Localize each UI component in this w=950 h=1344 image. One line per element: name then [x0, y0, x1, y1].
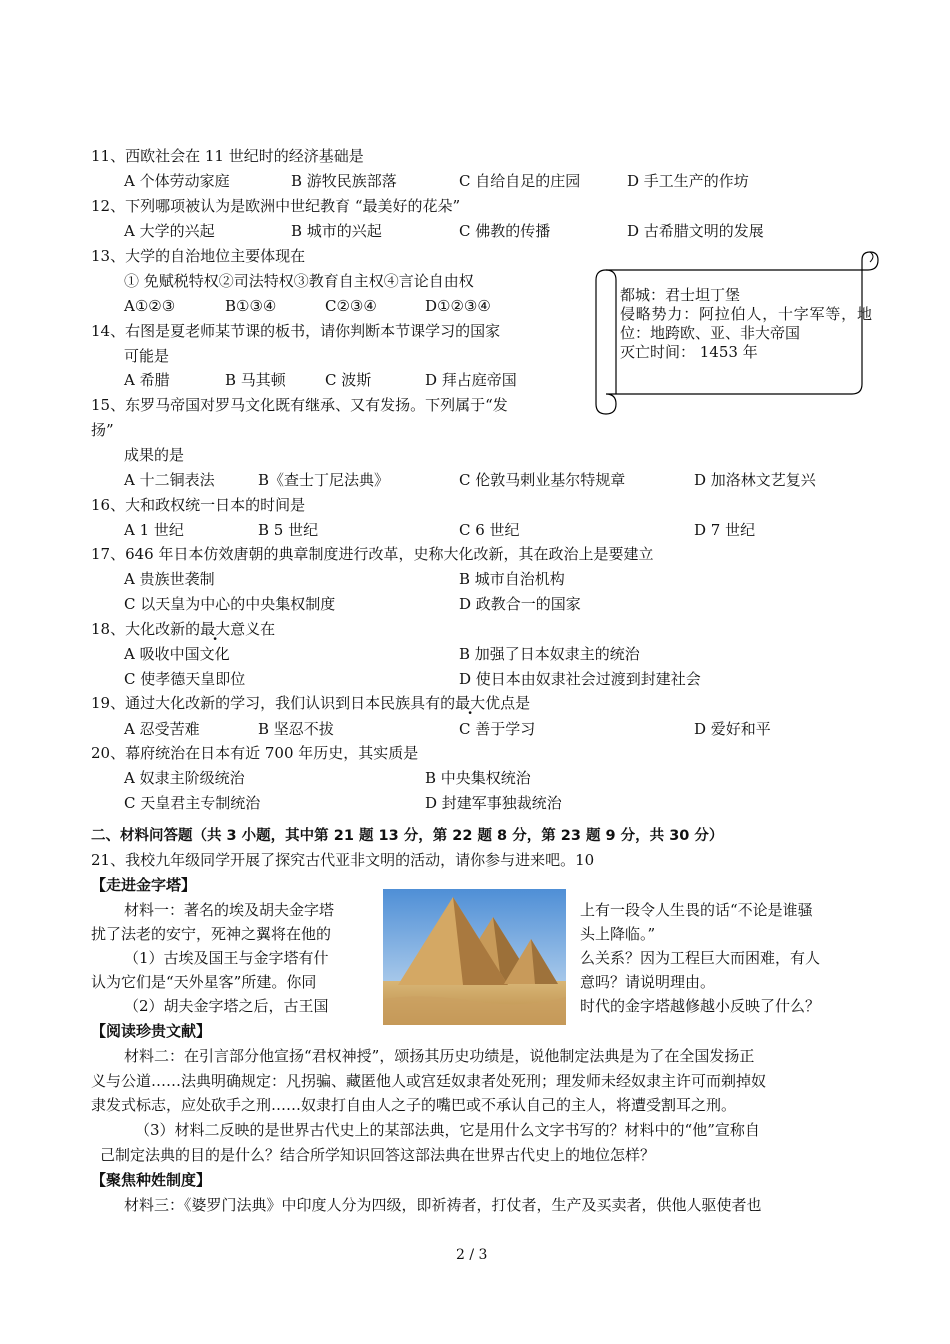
- material2-line3: 隶发式标志，应处砍手之刑……奴隶打自由人之子的嘴巴或不承认自己的主人，将遭受割耳之刑。: [91, 1096, 737, 1114]
- q20-option-a[interactable]: A 奴隶主阶级统治: [124, 769, 245, 787]
- q19-stem-emphasis: 最大: [455, 694, 486, 712]
- pyramid-photo: [383, 889, 566, 1025]
- q11-option-a[interactable]: A 个体劳动家庭: [124, 172, 230, 190]
- q21-1-right2: 意吗？请说明理由。: [580, 973, 716, 991]
- q21-intro: 21、我校九年级同学开展了探究古代亚非文明的活动，请你参与进来吧。10: [91, 851, 595, 869]
- q11-option-d[interactable]: D 手工生产的作坊: [627, 172, 749, 190]
- q19-stem: [91, 693, 530, 713]
- material2-line1: 材料二：在引言部分他宣扬“君权神授”，颂扬其历史功绩是，说他制定法典是为了在全国发扬正: [124, 1047, 755, 1065]
- q12-option-c[interactable]: C 佛教的传播: [459, 222, 551, 240]
- q14-stem-cont: 可能是: [124, 347, 170, 365]
- q13-option-d[interactable]: D①②③④: [425, 297, 491, 315]
- caste-section-heading: 【聚焦种姓制度】: [91, 1171, 212, 1189]
- q17-option-d[interactable]: D 政教合一的国家: [459, 595, 581, 613]
- scroll-capital: 都城：君士坦丁堡: [620, 286, 741, 304]
- q16-option-d[interactable]: D 7 世纪: [694, 521, 756, 539]
- section2-heading: 二、材料问答题（共 3 小题，其中第 21 题 13 分，第 22 题 8 分，第 23 题 9 分，共 30 分）: [91, 828, 724, 844]
- q14-option-a[interactable]: A 希腊: [124, 371, 170, 389]
- q11-option-b[interactable]: B 游牧民族部落: [291, 172, 397, 190]
- q12-option-d[interactable]: D 古希腊文明的发展: [627, 222, 764, 240]
- q18-option-d[interactable]: D 使日本由奴隶社会过渡到封建社会: [459, 670, 701, 688]
- q12-option-b[interactable]: B 城市的兴起: [291, 222, 382, 240]
- q21-3-line2: 己制定法典的目的是什么？结合所学知识回答这部法典在世界古代史上的地位怎样？: [100, 1146, 656, 1164]
- q19-option-b[interactable]: B 坚忍不拔: [258, 720, 334, 738]
- q17-option-b[interactable]: B 城市自治机构: [459, 570, 565, 588]
- page-number: 2 / 3: [456, 1247, 488, 1263]
- q12-option-a[interactable]: A 大学的兴起: [124, 222, 215, 240]
- q20-option-d[interactable]: D 封建军事独裁统治: [425, 794, 562, 812]
- q18-stem-pre: 18、大化改新的: [91, 620, 201, 638]
- scroll-fall: 灭亡时间： 1453 年: [620, 343, 758, 361]
- material1-line1-left: 材料一：著名的埃及胡夫金字塔: [124, 901, 335, 919]
- q18-stem-post: 意义在: [230, 620, 276, 638]
- q19-option-d[interactable]: D 爱好和平: [694, 720, 771, 738]
- q19-stem-pre: 19、通过大化改新的学习，我们认识到日本民族具有的: [91, 694, 456, 712]
- material1-line2-left: 扰了法老的安宁，死神之翼将在他的: [91, 925, 332, 943]
- q21-1-left: （1）古埃及国王与金字塔有什: [124, 949, 329, 967]
- material3-line1: 材料三：《婆罗门法典》中印度人分为四级，即祈祷者，打仗者，生产及买卖者，供他人驱使者也: [124, 1196, 762, 1214]
- q14-option-d[interactable]: D 拜占庭帝国: [425, 371, 517, 389]
- material2-line2: 义与公道……法典明确规定：凡拐骗、藏匿他人或宫廷奴隶者处死刑；理发师未经奴隶主许可而剃掉奴: [91, 1072, 767, 1090]
- q13-items: ① 免赋税特权②司法特权③教育自主权④言论自由权: [124, 272, 474, 290]
- q15-option-b[interactable]: B《查士丁尼法典》: [258, 471, 390, 489]
- q18-option-b[interactable]: B 加强了日本奴隶主的统治: [459, 645, 640, 663]
- q20-stem: 20、幕府统治在日本有近 700 年历史，其实质是: [91, 744, 419, 762]
- q18-option-c[interactable]: C 使孝德天皇即位: [124, 670, 246, 688]
- q12-stem: 12、下列哪项被认为是欧洲中世纪教育 “最美好的花朵”: [91, 197, 461, 215]
- q21-1-right: 么关系？因为工程巨大而困难，有人: [580, 949, 821, 967]
- q16-option-a[interactable]: A 1 世纪: [124, 521, 184, 539]
- q14-option-b[interactable]: B 马其顿: [225, 371, 286, 389]
- q13-option-b[interactable]: B①③④: [225, 297, 277, 315]
- q21-2-right: 时代的金字塔越修越小反映了什么？: [580, 997, 821, 1015]
- q16-option-b[interactable]: B 5 世纪: [258, 521, 319, 539]
- q16-stem: 16、大和政权统一日本的时间是: [91, 496, 306, 514]
- scroll-text: [620, 286, 872, 362]
- q20-option-b[interactable]: B 中央集权统治: [425, 769, 531, 787]
- q15-option-c[interactable]: C 伦敦马剌业基尔特规章: [459, 471, 626, 489]
- material1-line2-right: 头上降临。”: [580, 925, 656, 943]
- q13-option-c[interactable]: C②③④: [325, 297, 377, 315]
- q13-stem: 13、大学的自治地位主要体现在: [91, 247, 306, 265]
- q11-stem: 11、西欧社会在 11 世纪时的经济基础是: [91, 147, 364, 165]
- q18-stem: [91, 619, 275, 639]
- pyramid-section-heading: 【走进金字塔】: [91, 876, 197, 894]
- scroll-invaders: 侵略势力：阿拉伯人，十字军等，地位：地跨欧、亚、非大帝国: [620, 305, 872, 342]
- q18-stem-emphasis: 最大: [200, 620, 231, 638]
- q17-option-a[interactable]: A 贵族世袭制: [124, 570, 215, 588]
- document-section-heading: 【阅读珍贵文献】: [91, 1022, 212, 1040]
- q15-stem-cont: 扬”: [91, 421, 114, 439]
- q19-option-a[interactable]: A 忍受苦难: [124, 720, 200, 738]
- q15-option-d[interactable]: D 加洛林文艺复兴: [694, 471, 816, 489]
- q13-option-a[interactable]: A①②③: [124, 297, 176, 315]
- q20-option-c[interactable]: C 天皇君主专制统治: [124, 794, 261, 812]
- q17-option-c[interactable]: C 以天皇为中心的中央集权制度: [124, 595, 336, 613]
- q18-option-a[interactable]: A 吸收中国文化: [124, 645, 230, 663]
- q16-option-c[interactable]: C 6 世纪: [459, 521, 520, 539]
- q15-option-a[interactable]: A 十二铜表法: [124, 471, 215, 489]
- q15-stem: 15、东罗马帝国对罗马文化既有继承、又有发扬。下列属于“发: [91, 396, 508, 414]
- q11-option-c[interactable]: C 自给自足的庄园: [459, 172, 581, 190]
- q19-stem-post: 优点是: [485, 694, 531, 712]
- q14-stem: 14、右图是夏老师某节课的板书，请你判断本节课学习的国家: [91, 322, 501, 340]
- q15-stem-cont2: 成果的是: [124, 446, 185, 464]
- q19-option-c[interactable]: C 善于学习: [459, 720, 536, 738]
- q17-stem: 17、646 年日本仿效唐朝的典章制度进行改革，史称大化改新，其在政治上是要建立: [91, 545, 654, 563]
- q14-option-c[interactable]: C 波斯: [325, 371, 372, 389]
- q21-2-left: （2）胡夫金字塔之后，古王国: [124, 997, 329, 1015]
- material1-line1-right: 上有一段令人生畏的话“不论是谁骚: [580, 901, 813, 919]
- q21-1-left2: 认为它们是“天外星客”所建。你同: [91, 973, 317, 991]
- q21-3-line1: （3）材料二反映的是世界古代史上的某部法典，它是用什么文字书写的？材料中的“他”宣称自: [135, 1121, 760, 1139]
